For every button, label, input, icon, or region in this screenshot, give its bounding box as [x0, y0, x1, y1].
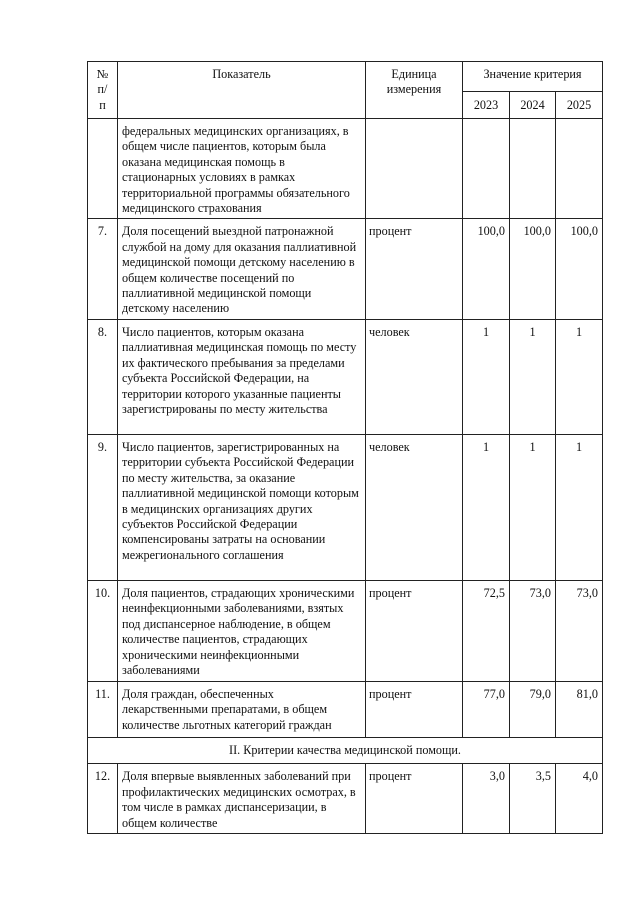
- cell-value-2023: 72,5: [463, 580, 510, 681]
- table-row: [88, 119, 603, 219]
- cell-num: 7.: [88, 219, 118, 319]
- cell-indicator: Доля пациентов, страдающих хроническими неинфекционными заболеваниями, взятых под диспансерное наблюдение, в общем количестве пациентов, страдающих хроническими неинфекционными заболеваниями: [118, 580, 366, 681]
- cell-value-2024: 1: [510, 434, 556, 580]
- header-year-2023: 2023: [463, 92, 510, 119]
- cell-value-2025: 100,0: [556, 219, 603, 319]
- cell-num: 8.: [88, 319, 118, 434]
- cell-value-2024: 1: [510, 319, 556, 434]
- cell-value: [463, 119, 510, 219]
- header-year-2024: 2024: [510, 92, 556, 119]
- cell-num: 12.: [88, 764, 118, 834]
- cell-indicator: Число пациентов, зарегистрированных на территории субъекта Российской Федерации по месту жительства, за оказание паллиативной медицинской помощи которым в медицинских организациях других субъектов Российской Федерации компенсированы затраты на основании межрегионального соглашения: [118, 434, 366, 580]
- header-unit: Единица измерения: [366, 62, 463, 119]
- cell-num: 11.: [88, 681, 118, 737]
- cell-unit: процент: [366, 681, 463, 737]
- cell-value-2023: 77,0: [463, 681, 510, 737]
- cell-value: [556, 119, 603, 219]
- cell-value-2024: 3,5: [510, 764, 556, 834]
- cell-indicator: Доля впервые выявленных заболеваний при профилактических медицинских осмотрах, в том числе в рамках диспансеризации, в общем количестве: [118, 764, 366, 834]
- section-row: [88, 737, 603, 763]
- cell-value-2025: 81,0: [556, 681, 603, 737]
- cell-value-2023: 1: [463, 319, 510, 434]
- cell-unit: [366, 119, 463, 219]
- cell-value: [510, 119, 556, 219]
- header-num: № п/п: [88, 62, 118, 119]
- cell-num: 9.: [88, 434, 118, 580]
- table-row: [88, 764, 603, 834]
- cell-value-2025: 73,0: [556, 580, 603, 681]
- table-header-row: [88, 62, 603, 92]
- cell-value-2023: 1: [463, 434, 510, 580]
- cell-unit: человек: [366, 319, 463, 434]
- cell-value-2025: 1: [556, 319, 603, 434]
- cell-value-2024: 73,0: [510, 580, 556, 681]
- cell-unit: человек: [366, 434, 463, 580]
- table-row: [88, 219, 603, 319]
- table-row: [88, 681, 603, 737]
- cell-unit: процент: [366, 764, 463, 834]
- section-title: II. Критерии качества медицинской помощи.: [88, 737, 603, 763]
- header-indicator: Показатель: [118, 62, 366, 119]
- cell-indicator-continuation: федеральных медицинских организациях, в общем числе пациентов, которым была оказана медицинская помощь в стационарных условиях в рамках территориальной программы обязательного медицинского страхования: [118, 119, 366, 219]
- criteria-table: [87, 61, 603, 834]
- cell-value-2025: 4,0: [556, 764, 603, 834]
- cell-unit: процент: [366, 580, 463, 681]
- cell-num: 10.: [88, 580, 118, 681]
- table-row: [88, 319, 603, 434]
- header-year-2025: 2025: [556, 92, 603, 119]
- cell-num: [88, 119, 118, 219]
- cell-value-2025: 1: [556, 434, 603, 580]
- cell-value-2023: 100,0: [463, 219, 510, 319]
- table-row: [88, 580, 603, 681]
- cell-indicator: Число пациентов, которым оказана паллиативная медицинская помощь по месту их фактического пребывания за пределами субъекта Российской Федерации, на территории которого указанные пациенты зарегистрированы по месту жительства: [118, 319, 366, 434]
- cell-value-2024: 100,0: [510, 219, 556, 319]
- cell-value-2023: 3,0: [463, 764, 510, 834]
- cell-indicator: Доля посещений выездной патронажной службой на дому для оказания паллиативной медицинской помощи детскому населению в общем количестве посещений по паллиативной медицинской помощи детскому населению: [118, 219, 366, 319]
- cell-value-2024: 79,0: [510, 681, 556, 737]
- header-criterion: Значение критерия: [463, 62, 603, 92]
- cell-indicator: Доля граждан, обеспеченных лекарственными препаратами, в общем количестве льготных категорий граждан: [118, 681, 366, 737]
- table-row: [88, 434, 603, 580]
- cell-unit: процент: [366, 219, 463, 319]
